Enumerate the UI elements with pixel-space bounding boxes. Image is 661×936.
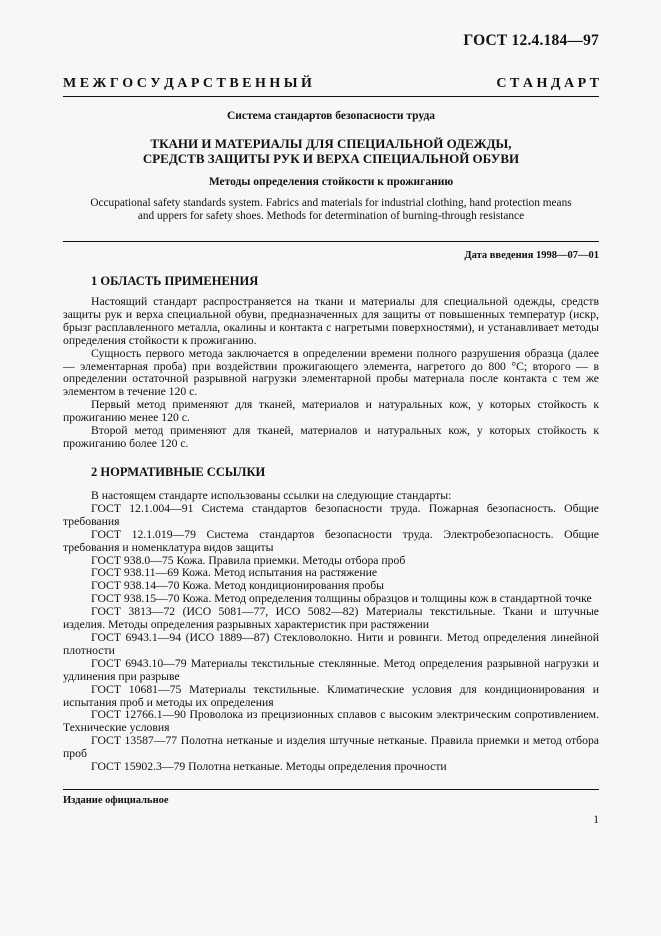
title-rule: [63, 241, 599, 242]
system-line: Система стандартов безопасности труда: [226, 110, 436, 122]
interstate-standard-banner: [63, 76, 599, 92]
reference-item: ГОСТ 12.1.004—91 Система стандартов безопасности труда. Пожарная безопасность. Общие требования: [63, 501, 599, 528]
reference-item: ГОСТ 938.11—69 Кожа. Метод испытания на растяжение: [91, 566, 378, 580]
subtitle: Методы определения стойкости к прожиганию: [208, 176, 454, 188]
section-2-heading: 2 НОРМАТИВНЫЕ ССЫЛКИ: [91, 465, 266, 479]
reference-item: ГОСТ 12766.1—90 Проволока из прецизионных сплавов с высоким электрическим сопротивлением. Технические условия: [63, 708, 599, 735]
english-title: [63, 197, 599, 222]
reference-item: ГОСТ 3813—72 (ИСО 5081—77, ИСО 5082—82) Материалы текстильные. Ткани и штучные изделия. Методы определения разрывных характеристик при растяжении: [63, 605, 599, 632]
section-2-body: [63, 490, 599, 774]
section-1-body: [63, 296, 599, 451]
reference-item: ГОСТ 6943.10—79 Материалы текстильные стеклянные. Метод определения разрывной нагрузки и удлинения при разрыве: [63, 656, 599, 683]
footer-rule: [63, 789, 599, 790]
main-title-line: ТКАНИ И МАТЕРИАЛЫ ДЛЯ СПЕЦИАЛЬНОЙ ОДЕЖДЫ,: [150, 136, 512, 151]
reference-item: ГОСТ 13587—77 Полотна нетканые и изделия штучные нетканые. Правила приемки и метод отбора проб: [63, 734, 599, 761]
intro-date: Дата введения 1998—07—01: [464, 250, 599, 261]
paragraph: В настоящем стандарте использованы ссылки на следующие стандарты:: [91, 489, 452, 502]
top-rule: [63, 96, 599, 97]
banner-word-interstate: М Е Ж Г О С У Д А Р С Т В Е Н Н Ы Й: [63, 76, 312, 91]
reference-item: ГОСТ 938.0—75 Кожа. Правила приемки. Методы отбора проб: [91, 553, 406, 567]
reference-item: ГОСТ 15902.3—79 Полотна нетканые. Методы определения прочности: [91, 760, 447, 774]
main-title-line: СРЕДСТВ ЗАЩИТЫ РУК И ВЕРХА СПЕЦИАЛЬНОЙ ОБУВИ: [142, 151, 520, 166]
paragraph: Второй метод применяют для тканей, материалов и натуральных кож, у которых стойкость к прожиганию более 120 с.: [63, 424, 599, 450]
section-1-heading: 1 ОБЛАСТЬ ПРИМЕНЕНИЯ: [91, 274, 259, 288]
reference-item: ГОСТ 12.1.019—79 Система стандартов безопасности труда. Электробезопасность. Общие требования и номенклатура видов защиты: [63, 527, 599, 554]
reference-item: ГОСТ 938.14—70 Кожа. Метод кондиционирования пробы: [91, 579, 385, 593]
reference-item: ГОСТ 938.15—70 Кожа. Метод определения толщины образцов и толщины кож в стандартной точке: [91, 592, 592, 606]
edition-note: Издание официальное: [63, 795, 169, 806]
paragraph: Настоящий стандарт распространяется на ткани и материалы для специальной одежды, средств защиты рук и верха специальной обуви, предназначенных для защиты от повышенных температур (искр, брызг расплавленного металла, окалины и контакта с нагретыми поверхностями), и устанавливает методы определения стойкости к прожиганию.: [63, 295, 599, 347]
banner-word-standard: С Т А Н Д А Р Т: [496, 76, 599, 91]
paragraph: Первый метод применяют для тканей, материалов и натуральных кож, у которых стойкость к прожиганию менее 120 с.: [63, 398, 599, 425]
reference-item: ГОСТ 10681—75 Материалы текстильные. Климатические условия для кондиционирования и испытания проб и методы их определения: [63, 682, 599, 709]
english-title-line: and uppers for safety shoes. Methods for determination of burning-through resistance: [137, 209, 525, 222]
english-title-line: Occupational safety standards system. Fabrics and materials for industrial clothing, hand protection means: [90, 197, 572, 209]
page-number: 1: [593, 814, 599, 826]
paragraph: Сущность первого метода заключается в определении времени полного разрушения образца (далее — элементарная проба) при воздействии прожигающего элемента, нагретого до 800 °С; второго — в определении остаточной разрывной нагрузки элементарной пробы материала после контакта с тем же элементом в течение 120 с.: [63, 346, 599, 399]
doc-number: ГОСТ 12.4.184—97: [463, 32, 599, 49]
main-title: [63, 136, 599, 166]
reference-item: ГОСТ 6943.1—94 (ИСО 1889—87) Стекловолокно. Нити и ровинги. Метод определения линейной плотности: [63, 630, 599, 657]
